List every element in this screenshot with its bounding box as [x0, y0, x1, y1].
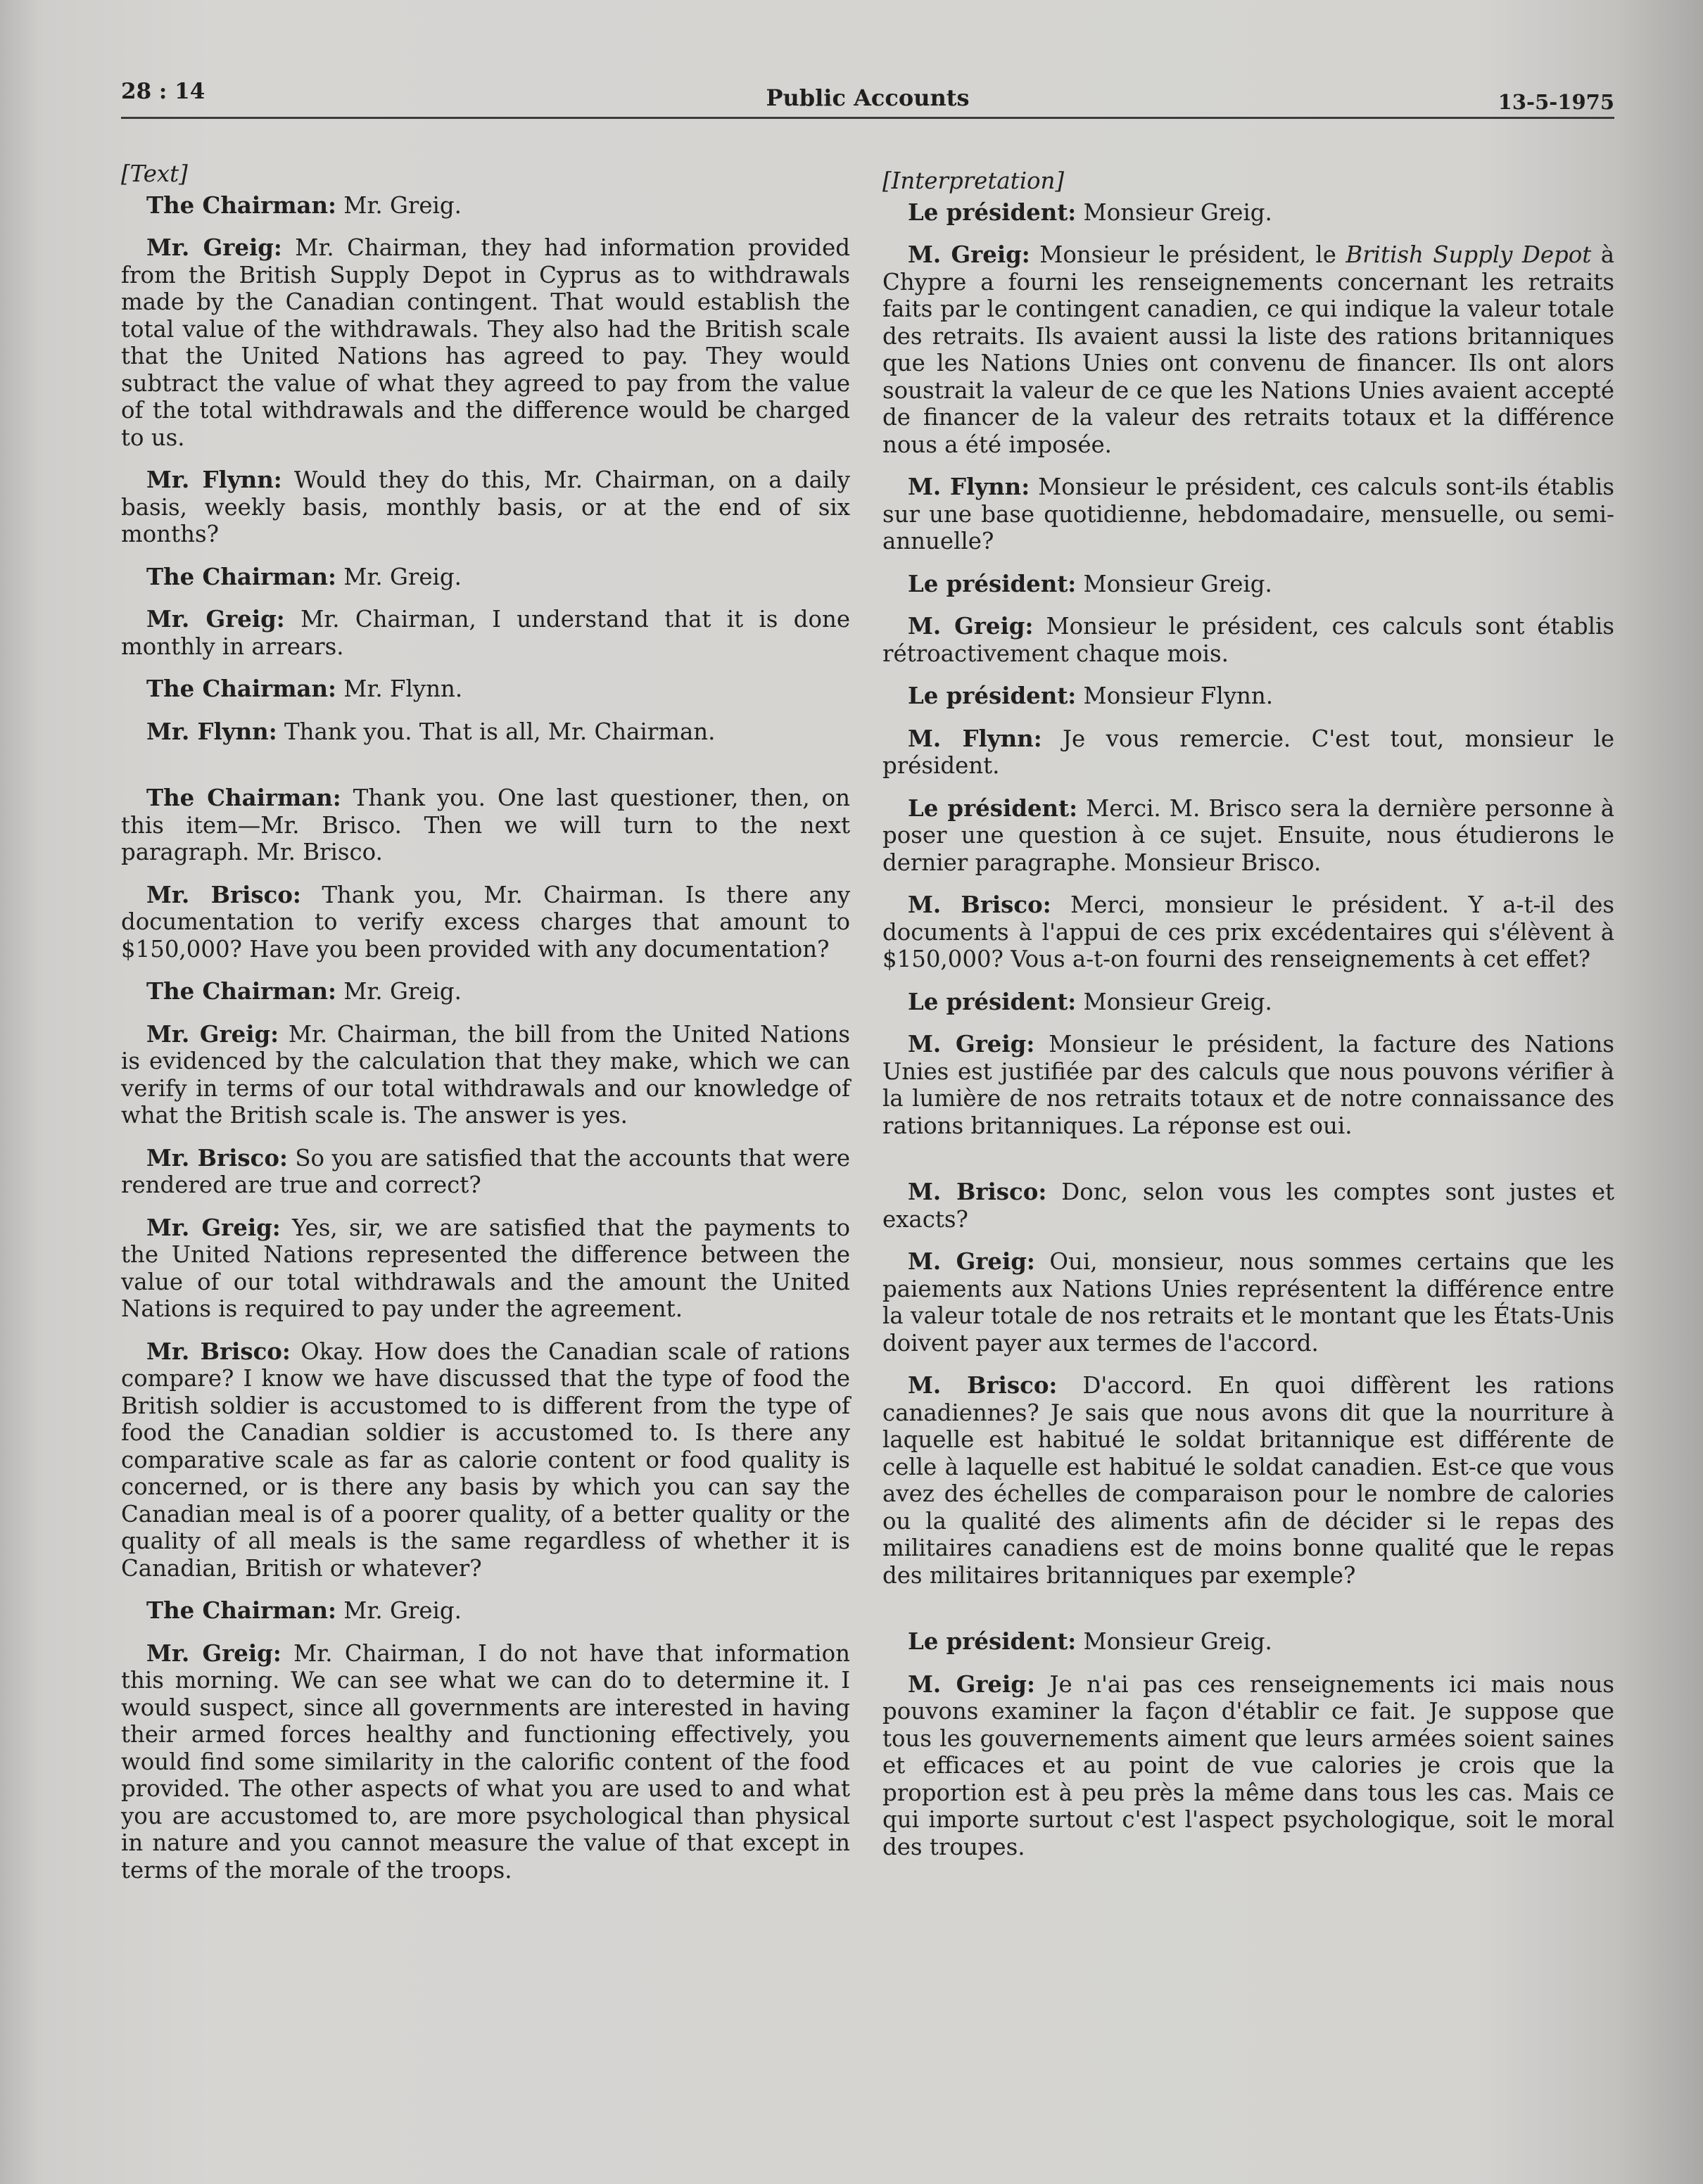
transcript-paragraph [882, 1372, 1614, 1589]
speaker-name: The Chairman: [146, 191, 336, 219]
speaker-name: Mr. Greig: [146, 1639, 281, 1667]
speech-text: Thank you. That is all, Mr. Chairman. [284, 718, 716, 745]
speech-text: Monsieur le président, ces calculs sont-ils établis sur une base quotidienne, hebdomadaire, mensuelle, ou semi-annuelle? [882, 474, 1614, 554]
transcript-paragraph [121, 564, 850, 591]
speech-text: Mr. Greig. [343, 978, 462, 1005]
transcript-paragraph [121, 1597, 850, 1625]
column-label: [Interpretation] [882, 167, 1065, 194]
speech-text: Yes, sir, we are satisfied that the payments to the United Nations represented the difference between the value of our total withdrawals and the amount the United Nations is required to pay under the agreement. [121, 1214, 851, 1322]
speaker-name: M. Greig: [908, 241, 1030, 268]
speaker-name: Le président: [908, 198, 1077, 226]
speaker-name: The Chairman: [146, 1597, 336, 1624]
speaker-name: Mr. Brisco: [146, 881, 301, 908]
speech-text: Oui, monsieur, nous sommes certains que les paiements aux Nations Unies représentent la différence entre la valeur totale de nos retraits et le montant que les États-Unis doivent payer aux termes de l'accord. [882, 1248, 1615, 1357]
speaker-name: M. Greig: [908, 1031, 1035, 1058]
transcript-paragraph [882, 241, 1614, 458]
speech-text: Mr. Chairman, I do not have that information this morning. We can see what we can do to determine it. I would suspect, since all governments are interested in having their armed forces healthy and functioning effectively, you would find some similarity in the calorific content of the food provided. The other aspects of what you are used to and what you are accustomed to, are more psychological than physical in nature and you cannot measure the value of that except in terms of the morale of the troops. [121, 1639, 851, 1884]
speech-text: D'accord. En quoi diffèrent les rations canadiennes? Je sais que nous avons dit que la nourriture à laquelle est habitué le soldat britannique est différente de celle à laquelle est habitué le soldat canadien. Est-ce que vous avez des échelles de comparaison pour le nombre de calories ou la qualité des aliments afin de décider si le repas des militaires canadiens est de moins bonne qualité que le repas des militaires britanniques par exemple? [882, 1372, 1614, 1589]
transcript-paragraph [882, 989, 1614, 1016]
speech-text: Mr. Chairman, they had information provided from the British Supply Depot in Cyprus as to withdrawals made by the Canadian contingent. That would establish the total value of the withdrawals. They also had the British scale that the United Nations has agreed to pay. They would subtract the value of what they agreed to pay from the value of the total withdrawals and the difference would be charged to us. [121, 234, 850, 451]
speech-text: Would they do this, Mr. Chairman, on a daily basis, weekly basis, monthly basis, or at the end of six months? [121, 466, 850, 547]
transcript-paragraph [121, 1214, 850, 1323]
speaker-name: Mr. Brisco: [146, 1338, 291, 1365]
speech-text: Monsieur le président, ces calculs sont établis rétroactivement chaque mois. [882, 613, 1614, 667]
speaker-name: Mr. Flynn: [146, 718, 277, 745]
speaker-name: M. Brisco: [908, 1179, 1047, 1205]
transcript-paragraph [121, 978, 850, 1005]
speech-text: Okay. How does the Canadian scale of rations compare? I know we have discussed that the type of food the British soldier is accustomed to is different from the type of food the Canadian soldier is accustomed to. Is there any comparative scale as far as calorie content or food quality is concerned, or is there any basis by which you can say the Canadian meal is of a poorer quality, of a better quality or the quality of all meals is the same regardless of whether it is Canadian, British or whatever? [121, 1338, 851, 1582]
speech-text: Merci. M. Brisco sera la dernière personne à poser une question à ce sujet. Ensuite, nous étudierons le dernier paragraphe. Monsieur Brisco. [882, 794, 1615, 876]
page-reference: 28 : 14 [121, 79, 205, 104]
speaker-name: The Chairman: [146, 978, 336, 1005]
french-column [882, 167, 1614, 1876]
transcript-paragraph [121, 1338, 850, 1582]
transcript-paragraph [882, 1031, 1614, 1139]
speech-text: Mr. Greig. [343, 1597, 462, 1624]
speech-text: Monsieur Greig. [1083, 1628, 1272, 1655]
speaker-name: Le président: [908, 988, 1077, 1015]
speaker-name: The Chairman: [146, 563, 336, 590]
page-date: 13-5-1975 [1498, 90, 1614, 114]
transcript-paragraph [121, 466, 850, 548]
publication-title: Public Accounts [766, 84, 970, 111]
speaker-name: M. Greig: [908, 613, 1034, 640]
speech-text: Merci, monsieur le président. Y a-t-il des documents à l'appui de ces prix excédentaires qui s'élèvent à $150,000? Vous a-t-on fourni des renseignements à cet effet? [882, 891, 1614, 972]
transcript-paragraph [882, 1671, 1614, 1861]
speaker-name: The Chairman: [146, 675, 336, 702]
speech-text-italic: British Supply Depot [1346, 241, 1592, 268]
speech-text: Mr. Chairman, I understand that it is done monthly in arrears. [121, 606, 851, 660]
transcript-paragraph [882, 199, 1614, 227]
speaker-name: M. Greig: [908, 1670, 1035, 1698]
transcript-paragraph [882, 474, 1614, 555]
transcript-paragraph [121, 1021, 850, 1129]
transcript-paragraph [882, 891, 1614, 973]
english-column [121, 160, 850, 1899]
speech-text: Monsieur Greig. [1083, 198, 1272, 226]
speaker-name: Mr. Brisco: [146, 1144, 288, 1172]
transcript-paragraph [121, 718, 850, 746]
speaker-name: Le président: [908, 570, 1077, 597]
speaker-name: Le président: [908, 682, 1077, 709]
speaker-name: M. Flynn: [908, 474, 1030, 500]
speech-text: So you are satisfied that the accounts that were rendered are true and correct? [121, 1144, 851, 1198]
speaker-name: The Chairman: [146, 785, 341, 811]
transcript-paragraph [121, 606, 850, 660]
speech-text: Je n'ai pas ces renseignements ici mais nous pouvons examiner la façon d'établir ce fait. Je suppose que tous les gouvernements aiment que leurs armées soient saines et efficaces et au point de vue calories je crois que la proportion est à peu près la même dans tous les cas. Mais ce qui importe surtout c'est l'aspect psychologique, soit le moral des troupes. [882, 1670, 1614, 1860]
speech-text: Donc, selon vous les comptes sont justes et exacts? [882, 1179, 1615, 1233]
speech-text: Thank you. One last questioner, then, on this item—Mr. Brisco. Then we will turn to the next paragraph. Mr. Brisco. [121, 785, 851, 865]
speaker-name: Mr. Greig: [146, 1020, 279, 1048]
page-header [121, 76, 1614, 119]
transcript-paragraph [882, 571, 1614, 598]
speech-text: Thank you, Mr. Chairman. Is there any documentation to verify excess charges that amount to $150,000? Have you been provided with any documentation? [121, 881, 851, 963]
speech-text: à Chypre a fourni les renseignements concernant les retraits faits par le contingent canadien, ce qui indique la valeur totale des retraits. Ils avaient aussi la liste des rations britanniques que les Nations Unies ont convenu de financer. Ils ont alors soustrait la valeur de ce que les Nations Unies avaient accepté de financer de la valeur des retraits totaux et la différence nous a été imposée. [882, 241, 1615, 458]
transcript-paragraph [882, 1628, 1614, 1656]
transcript-paragraph [121, 192, 850, 220]
transcript-paragraph [882, 1179, 1614, 1233]
speaker-name: Mr. Greig: [146, 606, 285, 633]
speech-text: Monsieur le président, le [1039, 241, 1346, 268]
transcript-paragraph [121, 1145, 850, 1199]
speaker-name: M. Flynn: [908, 725, 1042, 752]
speaker-name: M. Brisco: [908, 891, 1051, 918]
speech-text: Monsieur Greig. [1083, 988, 1272, 1015]
speech-text: Monsieur Greig. [1083, 570, 1272, 597]
transcript-paragraph [882, 725, 1614, 780]
speaker-name: Mr. Flynn: [146, 466, 282, 493]
speech-text: Mr. Greig. [343, 191, 462, 219]
transcript-paragraph [121, 1640, 850, 1884]
speech-text: Mr. Greig. [343, 563, 462, 590]
transcript-paragraph [121, 675, 850, 703]
speaker-name: M. Greig: [908, 1248, 1035, 1275]
speaker-name: Mr. Greig: [146, 234, 282, 261]
speech-text: Mr. Chairman, the bill from the United Nations is evidenced by the calculation that they make, which we can verify in terms of our total withdrawals and our knowledge of what the British scale is. The answer is yes. [121, 1020, 851, 1129]
speech-text: Mr. Flynn. [343, 675, 463, 702]
speaker-name: Mr. Greig: [146, 1214, 281, 1241]
speaker-name: Le président: [908, 794, 1078, 822]
transcript-paragraph [121, 234, 850, 451]
transcript-paragraph [882, 682, 1614, 710]
speech-text: Je vous remercie. C'est tout, monsieur le président. [882, 725, 1614, 779]
transcript-paragraph [121, 882, 850, 963]
transcript-paragraph [882, 613, 1614, 667]
column-label: [Text] [121, 160, 188, 187]
transcript-paragraph [882, 1248, 1614, 1357]
speaker-name: M. Brisco: [908, 1372, 1058, 1399]
transcript-paragraph [121, 785, 850, 866]
speech-text: Monsieur le président, la facture des Nations Unies est justifiée par des calculs que nous pouvons vérifier à la lumière de nos retraits totaux et de notre connaissance des rations britanniques. La réponse est oui. [882, 1031, 1615, 1139]
speaker-name: Le président: [908, 1628, 1077, 1655]
speech-text: Monsieur Flynn. [1083, 682, 1274, 709]
transcript-paragraph [882, 795, 1614, 877]
